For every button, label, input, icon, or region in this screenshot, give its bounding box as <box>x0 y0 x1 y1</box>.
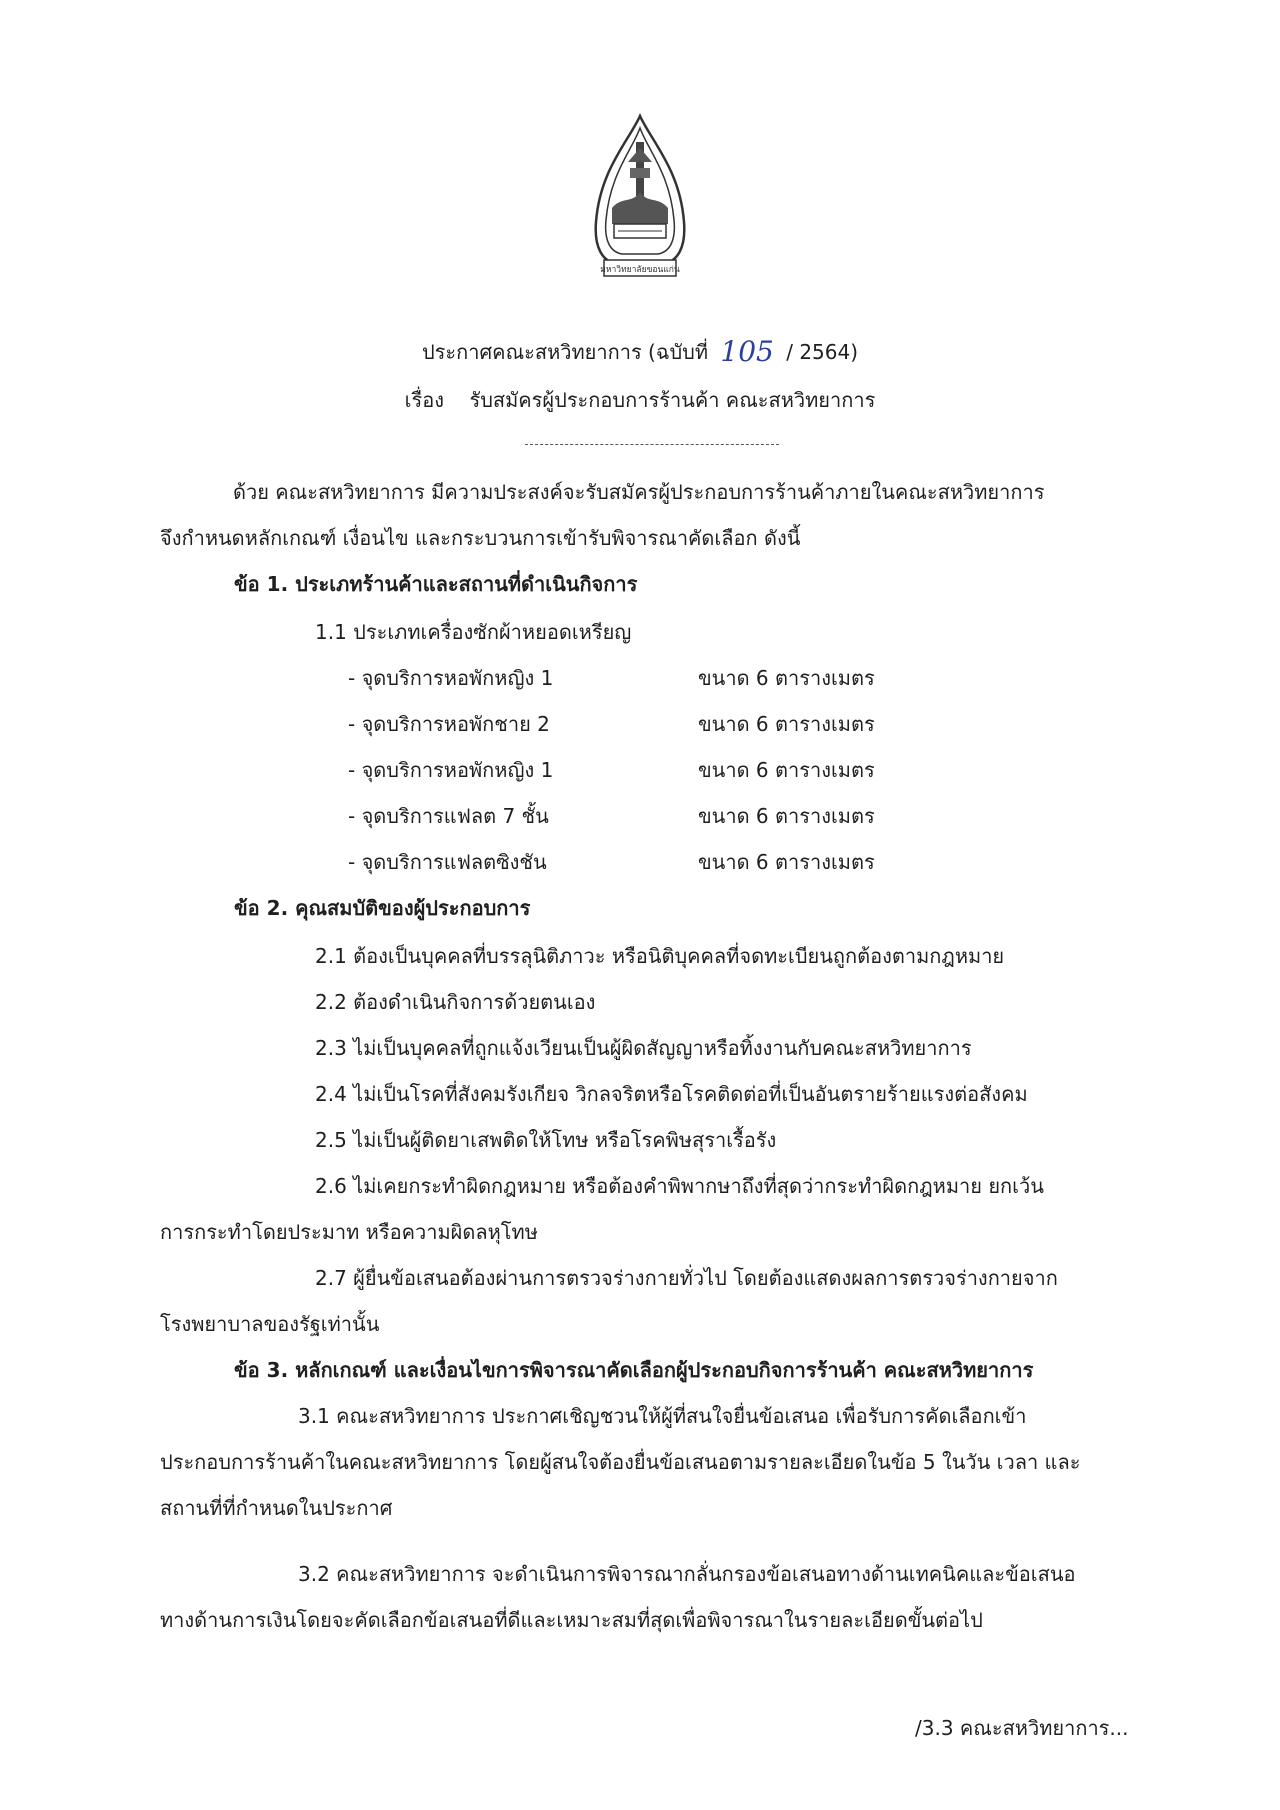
criteria-3-1-line-1: 3.1 คณะสหวิทยาการ ประกาศเชิญชวนให้ผู้ที่สนใจยื่นข้อเสนอ เพื่อรับการคัดเลือกเข้า <box>298 1404 1027 1428</box>
subject-text: รับสมัครผู้ประกอบการร้านค้า คณะสหวิทยาการ <box>469 388 876 412</box>
qualification-item-7-line-1: 2.7 ผู้ยื่นข้อเสนอต้องผ่านการตรวจร่างกายทั่วไป โดยต้องแสดงผลการตรวจร่างกายจาก <box>315 1266 1058 1290</box>
subject-label: เรื่อง <box>404 388 445 412</box>
qualification-item-7-line-2: โรงพยาบาลของรัฐเท่านั้น <box>160 1312 380 1336</box>
qualification-item: 2.3 ไม่เป็นบุคคลที่ถูกแจ้งเวียนเป็นผู้ผิดสัญญาหรือทิ้งงานกับคณะสหวิทยาการ <box>315 1036 972 1060</box>
title-suffix: / 2564) <box>786 340 859 364</box>
location-name: - จุดบริการหอพักชาย 2 <box>348 712 550 736</box>
criteria-3-2-line-2: ทางด้านการเงินโดยจะคัดเลือกข้อเสนอที่ดีและเหมาะสมที่สุดเพื่อพิจารณาในรายละเอียดขั้นต่อไป <box>160 1608 983 1632</box>
location-size: ขนาด 6 ตารางเมตร <box>698 666 875 690</box>
qualification-item: 2.5 ไม่เป็นผู้ติดยาเสพติดให้โทษ หรือโรคพิษสุราเรื้อรัง <box>315 1128 777 1152</box>
section-1-heading: ข้อ 1. ประเภทร้านค้าและสถานที่ดำเนินกิจการ <box>234 572 638 596</box>
location-name: - จุดบริการแฟลต 7 ชั้น <box>348 804 549 828</box>
handwritten-number: 105 <box>720 335 774 368</box>
continuation-note: /3.3 คณะสหวิทยาการ... <box>915 1716 1129 1740</box>
location-name: - จุดบริการหอพักหญิง 1 <box>348 758 554 782</box>
svg-text:มหาวิทยาลัยขอนแก่น: มหาวิทยาลัยขอนแก่น <box>600 265 680 275</box>
location-size: ขนาด 6 ตารางเมตร <box>698 712 875 736</box>
criteria-3-1-line-3: สถานที่ที่กำหนดในประกาศ <box>160 1496 393 1520</box>
criteria-3-2-line-1: 3.2 คณะสหวิทยาการ จะดำเนินการพิจารณากลั่นกรองข้อเสนอทางด้านเทคนิคและข้อเสนอ <box>298 1562 1076 1586</box>
section-1-1-heading: 1.1 ประเภทเครื่องซักผ้าหยอดเหรียญ <box>315 620 632 644</box>
qualification-item: 2.1 ต้องเป็นบุคคลที่บรรลุนิติภาวะ หรือนิติบุคคลที่จดทะเบียนถูกต้องตามกฎหมาย <box>315 944 1005 968</box>
announcement-subject <box>0 386 1280 414</box>
announcement-title <box>0 335 1280 368</box>
location-name: - จุดบริการแฟลตซิงชัน <box>348 850 547 874</box>
location-size: ขนาด 6 ตารางเมตร <box>698 758 875 782</box>
criteria-3-1-line-2: ประกอบการร้านค้าในคณะสหวิทยาการ โดยผู้สนใจต้องยื่นข้อเสนอตามรายละเอียดในข้อ 5 ในวัน เวลา และ <box>160 1450 1081 1474</box>
title-divider <box>525 444 779 445</box>
title-prefix: ประกาศคณะสหวิทยาการ (ฉบับที่ <box>421 340 709 364</box>
section-2-heading: ข้อ 2. คุณสมบัติของผู้ประกอบการ <box>234 896 531 920</box>
intro-line-1: ด้วย คณะสหวิทยาการ มีความประสงค์จะรับสมัครผู้ประกอบการร้านค้าภายในคณะสหวิทยาการ <box>233 480 1045 504</box>
qualification-item: 2.2 ต้องดำเนินกิจการด้วยตนเอง <box>315 990 596 1014</box>
intro-line-2: จึงกำหนดหลักเกณฑ์ เงื่อนไข และกระบวนการเข้ารับพิจารณาคัดเลือก ดังนี้ <box>160 526 801 550</box>
qualification-item: 2.4 ไม่เป็นโรคที่สังคมรังเกียจ วิกลจริตหรือโรคติดต่อที่เป็นอันตรายร้ายแรงต่อสังคม <box>315 1082 1028 1106</box>
qualification-item-6-line-2: การกระทำโดยประมาท หรือความผิดลหุโทษ <box>160 1220 538 1244</box>
location-size: ขนาด 6 ตารางเมตร <box>698 850 875 874</box>
location-size: ขนาด 6 ตารางเมตร <box>698 804 875 828</box>
section-3-heading: ข้อ 3. หลักเกณฑ์ และเงื่อนไขการพิจารณาคัดเลือกผู้ประกอบกิจการร้านค้า คณะสหวิทยาการ <box>234 1358 1034 1382</box>
university-emblem-icon <box>588 112 692 282</box>
location-name: - จุดบริการหอพักหญิง 1 <box>348 666 554 690</box>
qualification-item-6-line-1: 2.6 ไม่เคยกระทำผิดกฎหมาย หรือต้องคำพิพากษาถึงที่สุดว่ากระทำผิดกฎหมาย ยกเว้น <box>315 1174 1044 1198</box>
